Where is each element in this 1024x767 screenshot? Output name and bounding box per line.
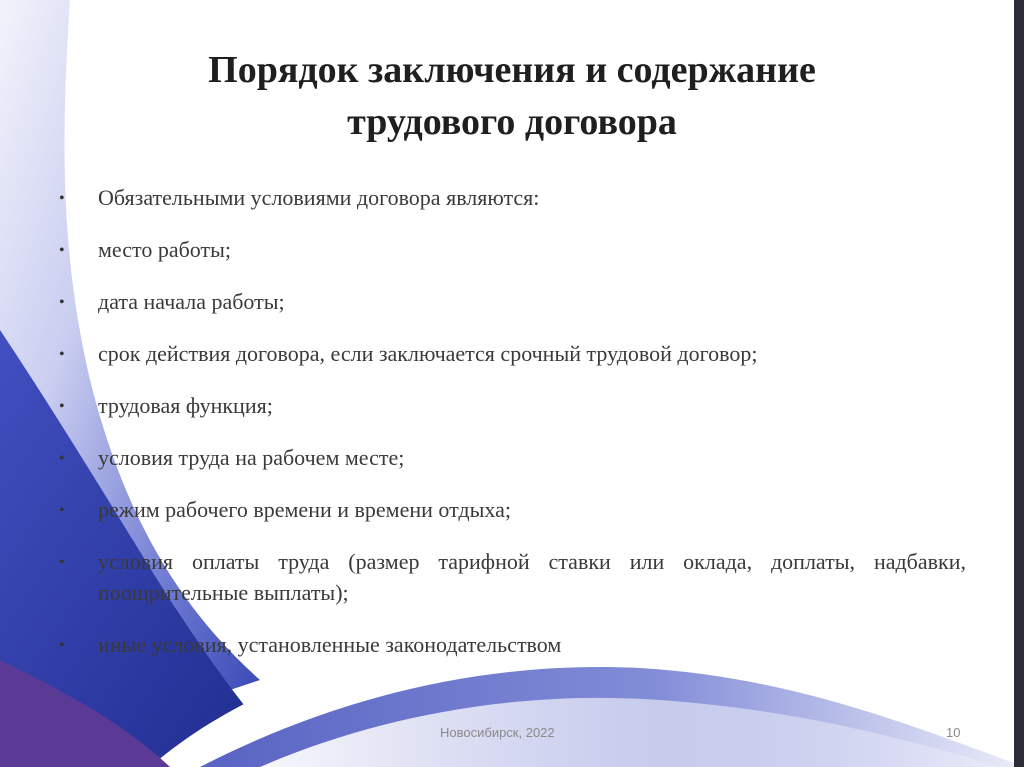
bullet-item xyxy=(56,629,966,660)
bullet-list xyxy=(56,182,966,660)
bullet-text: условия оплаты труда (размер тарифной ставки или оклада, доплаты, надбавки, поощрительные выплаты); xyxy=(98,549,966,605)
bullet-icon: • xyxy=(59,242,65,259)
bullet-text: дата начала работы; xyxy=(98,289,285,314)
bullet-item xyxy=(56,494,966,525)
page-number: 10 xyxy=(946,725,961,740)
footer-text: Новосибирск, 2022 xyxy=(440,725,555,740)
bullet-item xyxy=(56,182,966,213)
slide-title-line-2: трудового договора xyxy=(347,101,677,143)
bullet-text: режим рабочего времени и времени отдыха; xyxy=(98,497,511,522)
bullet-icon: • xyxy=(59,398,65,415)
bullet-item xyxy=(56,234,966,265)
bullet-text: Обязательными условиями договора являются: xyxy=(98,185,540,210)
bullet-icon: • xyxy=(59,450,65,467)
bullet-item xyxy=(56,546,966,608)
bullet-icon: • xyxy=(59,637,65,654)
bullet-item xyxy=(56,390,966,421)
bullet-icon: • xyxy=(59,502,65,519)
bullet-text: место работы; xyxy=(98,237,231,262)
slide-title xyxy=(60,44,964,148)
slide-title-line-1: Порядок заключения и содержание xyxy=(208,49,816,91)
bullet-text: иные условия, установленные законодательством xyxy=(98,632,562,657)
bullet-text: срок действия договора, если заключается срочный трудовой договор; xyxy=(98,341,758,366)
bullet-text: трудовая функция; xyxy=(98,393,273,418)
bullet-icon: • xyxy=(59,346,65,363)
bullet-icon: • xyxy=(59,554,65,571)
bullet-icon: • xyxy=(59,294,65,311)
bullet-item xyxy=(56,338,966,369)
bullet-item xyxy=(56,286,966,317)
bullet-icon: • xyxy=(59,190,65,207)
bullet-text: условия труда на рабочем месте; xyxy=(98,445,405,470)
bullet-item xyxy=(56,442,966,473)
